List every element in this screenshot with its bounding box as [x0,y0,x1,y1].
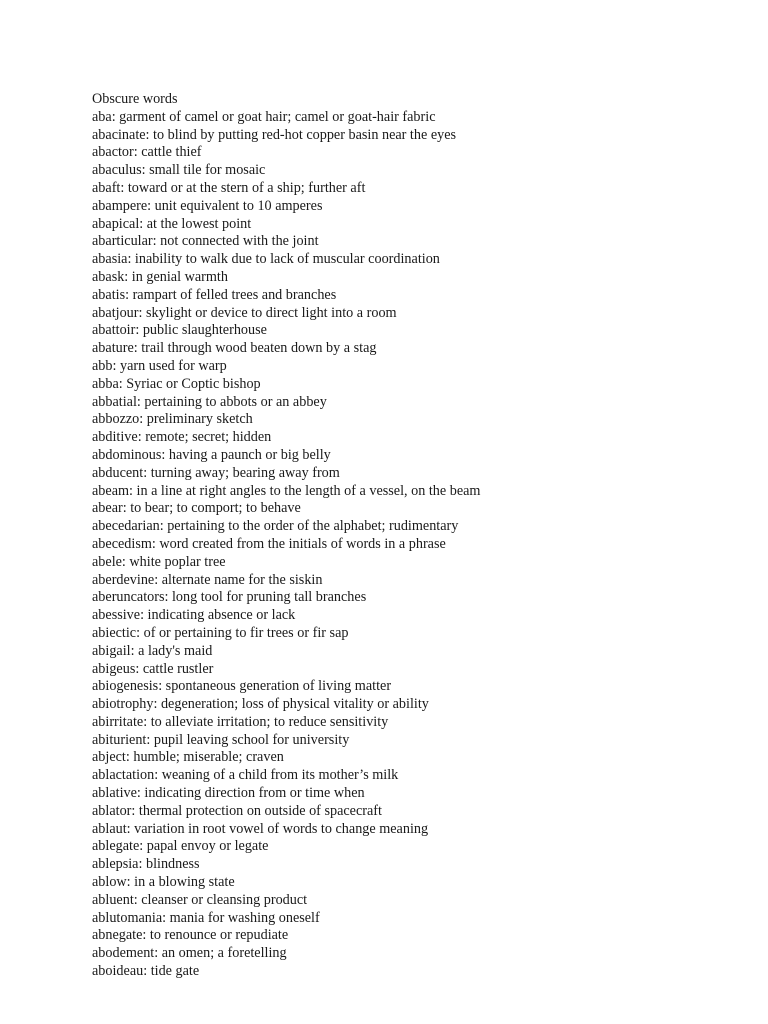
entry-line: abactor: cattle thief [92,144,202,161]
entry-line: abodement: an omen; a foretelling [92,945,287,962]
entry-line: abeam: in a line at right angles to the length of a vessel, on the beam [92,482,481,499]
entry-line: abaculus: small tile for mosaic [92,162,266,179]
entry-line: abapical: at the lowest point [92,215,252,232]
entry-line: ablator: thermal protection on outside of spacecraft [92,802,382,819]
entry-line: abask: in genial warmth [92,268,228,285]
entry-line: aberuncators: long tool for pruning tall branches [92,589,367,606]
entry-line: ablactation: weaning of a child from its mother’s milk [92,767,399,784]
entry-list [92,109,732,981]
entry-line: abnegate: to renounce or repudiate [92,927,289,944]
entry-line: abbatial: pertaining to abbots or an abbey [92,393,327,410]
document-body [92,91,732,981]
entry-line: ablaut: variation in root vowel of words to change meaning [92,820,429,837]
entry-line: abatjour: skylight or device to direct light into a room [92,304,397,321]
entry-line: abducent: turning away; bearing away from [92,464,340,481]
entry-line: abear: to bear; to comport; to behave [92,500,301,517]
entry-line: abditive: remote; secret; hidden [92,429,272,446]
entry-line: abacinate: to blind by putting red-hot copper basin near the eyes [92,126,457,143]
entry-line: abature: trail through wood beaten down by a stag [92,340,377,357]
entry-line: abatis: rampart of felled trees and branches [92,286,337,303]
entry-line: abluent: cleanser or cleansing product [92,891,308,908]
entry-line: abiogenesis: spontaneous generation of living matter [92,678,392,695]
entry-line: abarticular: not connected with the joint [92,233,319,250]
entry-line: abbozzo: preliminary sketch [92,411,253,428]
entry-line: abigeus: cattle rustler [92,660,214,677]
entry-line: abele: white poplar tree [92,553,226,570]
entry-line: abject: humble; miserable; craven [92,749,284,766]
entry-line: abiturient: pupil leaving school for university [92,731,350,748]
entry-line: abaft: toward or at the stern of a ship; further aft [92,179,366,196]
entry-line: abba: Syriac or Coptic bishop [92,375,261,392]
entry-line: abb: yarn used for warp [92,357,227,374]
entry-line: aberdevine: alternate name for the siskin [92,571,323,588]
entry-line: ablegate: papal envoy or legate [92,838,269,855]
entry-line: ablepsia: blindness [92,856,200,873]
entry-line: aba: garment of camel or goat hair; camel or goat-hair fabric [92,108,436,125]
entry-line: abigail: a lady's maid [92,642,213,659]
entry-line: abasia: inability to walk due to lack of muscular coordination [92,251,440,268]
entry-line: ablutomania: mania for washing oneself [92,909,320,926]
entry-line: abattoir: public slaughterhouse [92,322,267,339]
entry-line: abecedism: word created from the initials of words in a phrase [92,535,446,552]
document-title: Obscure words [92,91,178,107]
entry-line: abampere: unit equivalent to 10 amperes [92,197,323,214]
entry-line: abecedarian: pertaining to the order of the alphabet; rudimentary [92,518,459,535]
entry-line: abiectic: of or pertaining to fir trees or fir sap [92,624,349,641]
entry-line: abdominous: having a paunch or big belly [92,446,331,463]
entry-line: ablow: in a blowing state [92,874,235,891]
entry-line: abirritate: to alleviate irritation; to reduce sensitivity [92,713,389,730]
entry-line: ablative: indicating direction from or time when [92,785,365,802]
entry-line: abessive: indicating absence or lack [92,607,296,624]
entry-line: abiotrophy: degeneration; loss of physical vitality or ability [92,696,429,713]
entry-line: aboideau: tide gate [92,963,200,980]
